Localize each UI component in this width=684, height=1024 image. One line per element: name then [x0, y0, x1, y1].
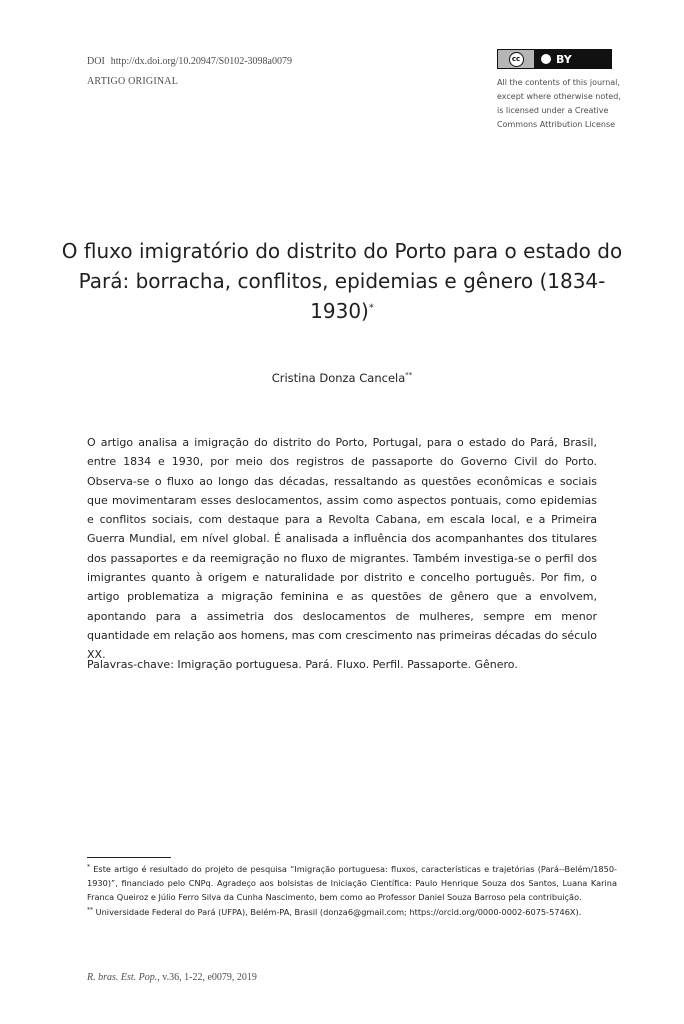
author-line: [0, 370, 684, 386]
footnote-divider: [87, 857, 171, 858]
footnotes: [87, 862, 617, 919]
footnote-text: Universidade Federal do Pará (UFPA), Belém-PA, Brasil (donza6@gmail.com; https://orcid.org/0000-0002-6075-5746X).: [95, 906, 582, 917]
doi-label: DOI: [87, 56, 105, 67]
article-title-text: O fluxo imigratório do distrito do Porto para o estado do Pará: borracha, conflitos, epidemias e gênero (1834-1930): [61, 239, 623, 323]
cc-logo: [498, 50, 535, 68]
article-header: [87, 52, 292, 92]
cc-by-license-badge[interactable]: [497, 49, 612, 69]
doi-link[interactable]: http://dx.doi.org/10.20947/S0102-3098a0079: [110, 56, 292, 67]
keywords-line: Palavras-chave: Imigração portuguesa. Pará. Fluxo. Perfil. Passaporte. Gênero.: [87, 658, 518, 671]
footnote-item: [87, 905, 617, 919]
author-footnote-marker[interactable]: **: [405, 371, 413, 380]
footnote-text: Este artigo é resultado do projeto de pesquisa “Imigração portuguesa: fluxos, características e trajetórias (Pará--Belém/1850-1930)”, financiado pelo CNPq. Agradeço aos bolsistas de Iniciação Científica: Paulo Henrique Souza dos Santos, Luana Karina Franca Queiroz e Júlio Ferro Silva da Cunha Nascimento, bem como ao Professor Daniel Souza Barroso pela contribuição.: [87, 864, 617, 903]
journal-name: R. bras. Est. Pop.: [87, 972, 158, 983]
article-title: [60, 236, 624, 326]
by-section: [535, 50, 611, 68]
footnote-marker: **: [87, 905, 93, 913]
author-name: Cristina Donza Cancela: [271, 371, 406, 385]
doi-line: [87, 52, 292, 72]
citation-info: , v.36, 1-22, e0079, 2019: [157, 972, 257, 983]
by-label: BY: [556, 52, 572, 66]
article-type: ARTIGO ORIGINAL: [87, 76, 178, 87]
title-footnote-marker[interactable]: *: [368, 302, 374, 314]
abstract-paragraph: O artigo analisa a imigração do distrito do Porto, Portugal, para o estado do Pará, Brasil, entre 1834 e 1930, por meio dos registros de passaporte do Governo Civil do Porto. Observa-se o fluxo ao longo das décadas, ressaltando as questões econômicas e sociais que movimentaram esses deslocamentos, assim como aspectos pontuais, como epidemias e conflitos sociais, com destaque para a Revolta Cabana, em escala local, e a Primeira Guerra Mundial, em nível global. É analisada a influência dos acompanhantes dos titulares dos passaportes e da reemigração no fluxo de migrantes. Também investiga-se o perfil dos imigrantes quanto à origem e naturalidade por distrito e concelho português. Por fim, o artigo problematiza a migração feminina e as questões de gênero que a envolvem, apontando para a assimetria dos deslocamentos de mulheres, sempre em menor quantidade em relação aos homens, mas com crescimento nas primeiras décadas do século XX.: [87, 436, 597, 662]
attribution-person-icon: [541, 54, 551, 64]
footnote-marker: *: [87, 863, 90, 871]
license-text: All the contents of this journal, except where otherwise noted, is licensed under a Creative Commons Attribution License: [497, 78, 621, 129]
footnote-item: [87, 862, 617, 905]
page-footer: [87, 972, 257, 983]
cc-icon: cc: [509, 52, 524, 67]
